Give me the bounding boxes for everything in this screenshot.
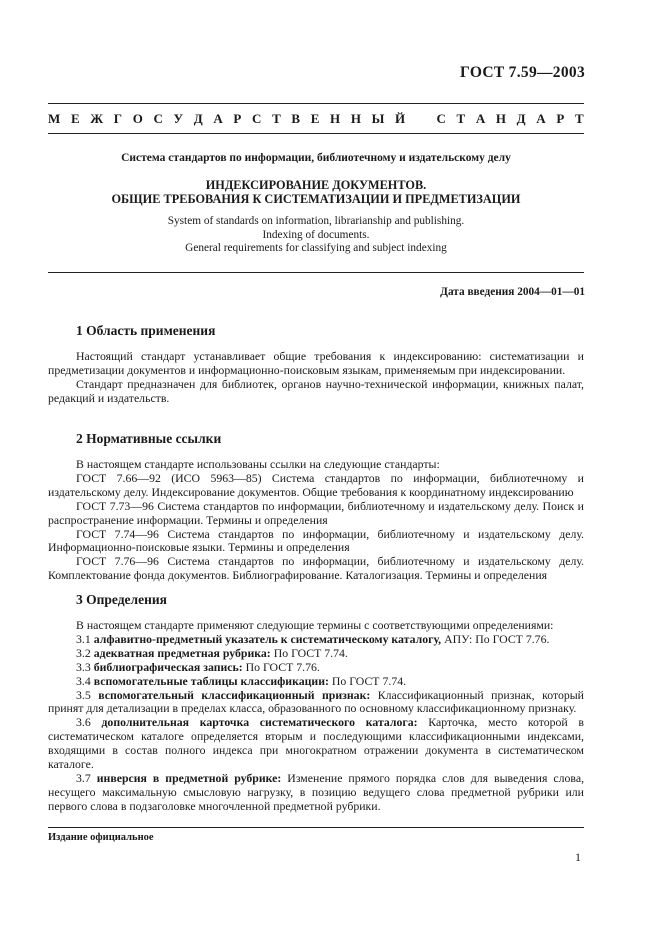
standards-series: Система стандартов по информации, библиотечному и издательскому делу [121, 152, 511, 164]
definition-item [48, 689, 584, 717]
definition-number: 3.7 [76, 770, 91, 785]
english-title-line: System of standards on information, librarianship and publishing. [167, 215, 465, 227]
definition-number: 3.6 [76, 715, 91, 730]
banner-letter: Н [330, 111, 341, 126]
banner-letter: Н [350, 111, 361, 126]
definition-term: алфавитно-предметный указатель к систематическому каталогу, [93, 631, 442, 646]
banner-gap [416, 111, 426, 127]
definition-term: дополнительная карточка систематического каталога: [101, 715, 418, 730]
definition-term: вспомогательный классификационный признак: [98, 687, 371, 702]
english-title-line: General requirements for classifying and subject indexing [185, 242, 447, 254]
english-title-line: Indexing of documents. [262, 228, 370, 241]
definition-text: АПУ: По ГОСТ 7.76. [441, 631, 550, 646]
paragraph: Стандарт предназначен для библиотек, органов научно-технической информации, книжных палат, редакций и издательств. [48, 376, 584, 405]
paragraph: Настоящий стандарт устанавливает общие требования к индексированию: систематизации и предметизации документов и информационно-поисковым языкам, применяемым при индексировании. [48, 349, 584, 377]
banner-letter: С [252, 111, 262, 126]
definition-text: Классификационный признак, который принят для детализации в пределах класса, образованного по основному классификационному признаку. [48, 687, 584, 716]
page-number: 1 [575, 850, 581, 864]
banner-letter: А [475, 111, 486, 126]
paragraph: В настоящем стандарте применяют следующие термины с соответствующими определениями: [76, 618, 554, 632]
title-block-rule [48, 272, 584, 273]
banner-letter: М [48, 111, 61, 126]
document-number: ГОСТ 7.59—2003 [460, 64, 585, 81]
definition-number: 3.3 [76, 659, 91, 674]
banner-letter: Д [516, 111, 526, 126]
banner-letter: С [153, 111, 163, 126]
definition-item [48, 772, 584, 814]
title-line: ИНДЕКСИРОВАНИЕ ДОКУМЕНТОВ. [205, 178, 427, 192]
banner-letter: А [536, 111, 546, 126]
banner-letter: А [213, 111, 223, 126]
definition-term: инверсия в предметной рубрике: [96, 770, 282, 785]
introduction-date: Дата введения 2004—01—01 [440, 286, 585, 298]
section-2-heading: 2 Нормативные ссылки [76, 431, 222, 446]
banner-letter: Т [574, 111, 584, 126]
banner-letter: Т [456, 111, 466, 126]
reference-item: ГОСТ 7.66—92 (ИСО 5963—85) Система стандартов по информации, библиотечному и издательскому делу. Индексирование документов. Общие требования к координатному индексированию [48, 470, 584, 499]
definition-text: По ГОСТ 7.74. [328, 673, 407, 688]
definition-number: 3.4 [76, 673, 91, 688]
definition-number: 3.1 [76, 631, 91, 646]
definition-text: По ГОСТ 7.74. [270, 645, 348, 660]
reference-item: ГОСТ 7.73—96 Система стандартов по информации, библиотечному и издательскому делу. Поиск и распространение информации. Термины и определения [48, 498, 584, 527]
reference-item: ГОСТ 7.76—96 Система стандартов по информации, библиотечному и издательскому делу. Комплектование фонда документов. Библиографирование. Каталогизация. Термины и определения [48, 554, 584, 583]
footer-rule [48, 827, 584, 828]
definition-item [48, 661, 584, 675]
banner-letter: Р [556, 111, 565, 126]
banner-letter: Н [495, 111, 507, 126]
banner-bottom-rule [48, 133, 584, 134]
banner-letter: Д [193, 111, 203, 126]
definition-number: 3.2 [76, 645, 91, 660]
banner-letter: Г [113, 111, 123, 126]
banner-letter: Й [395, 111, 406, 126]
banner-letter: Р [233, 111, 242, 126]
document-title [48, 178, 584, 206]
reference-item: ГОСТ 7.74—96 Система стандартов по информации, библиотечному и издательскому делу. Информационно-поисковые языки. Термины и определения [48, 526, 584, 555]
section-1-heading: 1 Область применения [76, 323, 216, 338]
definition-text: Изменение прямого порядка слов для выведения слова, несущего максимальную смысловую нагрузку, в позицию ведущего слова предметной рубрики или первого слова в подзаголовке многочленной предметной рубрики. [48, 770, 585, 813]
title-line: ОБЩИЕ ТРЕБОВАНИЯ К СИСТЕМАТИЗАЦИИ И ПРЕДМЕТИЗАЦИИ [111, 192, 521, 206]
definition-term: вспомогательные таблицы классификации: [93, 673, 329, 688]
banner-letter: В [291, 111, 301, 126]
definition-term: адекватная предметная рубрика: [93, 645, 271, 660]
top-rule [48, 103, 584, 104]
definition-item [48, 716, 584, 772]
definition-item [48, 647, 584, 661]
english-title [48, 215, 584, 256]
banner-letter: Е [310, 111, 320, 126]
interstate-standard-banner [48, 111, 584, 127]
definition-item [48, 633, 584, 647]
definition-term: библиографическая запись: [93, 659, 243, 674]
banner-letter: Е [70, 111, 80, 126]
official-edition-label: Издание официальное [48, 832, 154, 843]
banner-letter: Ж [90, 111, 104, 126]
definition-text: Карточка, место которой в систематическом каталоге определяется вторым и последующими классификационными индексами, входящими в состав полного индекса при многократном отражении документа в систематическом каталоге. [48, 715, 584, 772]
section-3-heading: 3 Определения [76, 592, 167, 607]
definition-item [48, 675, 584, 689]
paragraph: В настоящем стандарте использованы ссылки на следующие стандарты: [76, 457, 440, 471]
banner-letter: С [436, 111, 446, 126]
section-1-body [48, 350, 584, 406]
banner-letter: Ы [371, 111, 385, 126]
section-3-body [48, 619, 584, 814]
banner-letter: У [173, 111, 184, 126]
section-2-body [48, 458, 584, 583]
banner-letter: О [132, 111, 143, 126]
banner-letter: Т [272, 111, 281, 126]
definition-text: По ГОСТ 7.76. [242, 659, 320, 674]
definition-number: 3.5 [76, 687, 91, 702]
